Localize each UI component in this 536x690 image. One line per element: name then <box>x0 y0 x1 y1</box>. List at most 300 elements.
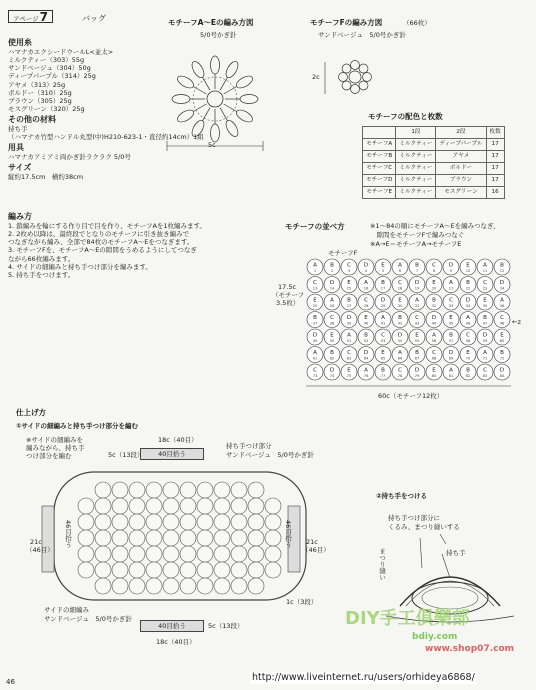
svg-text:A: A <box>449 367 453 374</box>
motif-cell <box>443 277 459 293</box>
motif-cell <box>324 277 340 293</box>
handle-label: 持ち手 <box>446 549 466 557</box>
bag-motif <box>95 530 111 546</box>
svg-text:B: B <box>466 367 470 374</box>
bottom-pick-box: 40目拾う <box>140 620 204 632</box>
finish-sub1: ①サイドの細編みと持ち手つけ部分を編む <box>16 422 139 430</box>
motif-cell <box>443 347 459 363</box>
svg-text:E: E <box>466 350 470 356</box>
svg-text:E: E <box>347 280 351 286</box>
tools-text: ハマナカアミアミ両かぎ針ラクラク 5/0号 <box>8 153 131 162</box>
svg-text:D: D <box>329 367 335 374</box>
svg-text:A: A <box>466 315 470 321</box>
yarn-item: サンドベージュ（304）50g <box>8 64 91 73</box>
motif-cell <box>341 277 357 293</box>
svg-text:28: 28 <box>363 304 369 308</box>
finish-note: ※サイドの細編みを <box>26 436 83 444</box>
right-height: 21c <box>306 538 318 546</box>
motif-cell <box>477 329 493 345</box>
bag-motif <box>163 482 179 498</box>
svg-text:10: 10 <box>465 269 471 273</box>
svg-text:B: B <box>449 332 453 339</box>
motif-cell <box>341 259 357 275</box>
bag-motif <box>214 546 230 562</box>
bag-motif <box>197 514 213 530</box>
source-url: http://www.liveinternet.ru/users/orhideya6868/ <box>252 672 475 683</box>
bottom-side-label: サンドベージュ 5/0号かぎ針 <box>44 615 132 623</box>
table-row <box>363 139 505 151</box>
svg-text:70: 70 <box>465 356 471 361</box>
page-number: 7 <box>39 10 48 24</box>
table-cell: ミルクティー <box>396 151 436 163</box>
svg-text:B: B <box>466 280 470 286</box>
svg-text:C: C <box>466 332 470 339</box>
yarn-item: アヤメ（313）25g <box>8 80 66 89</box>
yarn-item: ブラウン（305）25g <box>8 96 72 105</box>
color-table <box>362 126 505 199</box>
svg-text:E: E <box>364 315 368 321</box>
table-cell: 17 <box>486 175 504 187</box>
bag-motif <box>163 562 179 578</box>
motif-ae-hook: 5/0号かぎ針 <box>200 31 237 39</box>
motif-cell <box>426 347 442 363</box>
motif-cell <box>358 277 374 293</box>
svg-text:E: E <box>466 262 470 269</box>
svg-text:E: E <box>347 367 351 374</box>
f-petal-mark <box>339 73 348 82</box>
motif-f-label: モチーフF <box>328 249 358 257</box>
watermark-site: www.shop07.com <box>425 644 515 654</box>
bag-motif <box>231 514 247 530</box>
other-heading: その他の材料 <box>8 115 56 124</box>
svg-text:18: 18 <box>397 286 403 291</box>
svg-text:12: 12 <box>499 269 505 273</box>
table-cell: アヤメ <box>436 151 486 163</box>
table-cell: 17 <box>486 163 504 175</box>
bag-motif <box>180 498 196 514</box>
svg-text:A: A <box>313 262 317 269</box>
svg-text:B: B <box>483 315 487 321</box>
bag-motif <box>95 562 111 578</box>
motif-cell <box>392 277 408 293</box>
svg-text:D: D <box>312 332 318 339</box>
motif-cell <box>341 312 357 328</box>
bag-motif <box>112 530 128 546</box>
svg-text:13: 13 <box>312 286 318 291</box>
watermark-site: bdiy.com <box>412 632 458 642</box>
svg-text:D: D <box>499 367 505 374</box>
bag-motif <box>248 498 264 514</box>
svg-text:B: B <box>330 262 334 269</box>
motif-cell <box>324 347 340 363</box>
motif-cell <box>494 277 510 293</box>
table-header-cell: 1段 <box>396 127 436 139</box>
motif-cell <box>443 364 459 380</box>
svg-text:B: B <box>381 280 385 286</box>
motif-cell <box>409 329 425 345</box>
svg-text:49: 49 <box>312 339 318 343</box>
table-cell: 17 <box>486 139 504 151</box>
svg-text:C: C <box>449 297 453 304</box>
table-cell: 16 <box>486 187 504 199</box>
svg-text:31: 31 <box>414 304 420 308</box>
bag-motif <box>78 530 94 546</box>
table-cell: ミルクティー <box>396 163 436 175</box>
method-step: つなぎながら編み、全部で84枚のモチーフA〜Eをつなぎます。 <box>8 238 194 247</box>
other-item: （ハマナカ竹型ハンドル丸型(中)H210-623-1・直径約14cm）1組 <box>8 133 204 142</box>
left-height: （46目） <box>26 546 54 554</box>
svg-text:D: D <box>414 280 420 286</box>
petal-mark <box>234 108 254 125</box>
svg-text:14: 14 <box>329 286 335 291</box>
svg-text:C: C <box>347 262 351 269</box>
other-item: 持ち手 <box>8 125 28 133</box>
motif-cell <box>307 364 323 380</box>
size-heading: サイズ <box>8 163 32 173</box>
svg-text:46: 46 <box>465 321 471 326</box>
svg-text:60: 60 <box>499 339 505 343</box>
table-cell: ディープパープル <box>436 139 486 151</box>
bag-motif <box>129 562 145 578</box>
svg-text:71: 71 <box>482 356 488 361</box>
petal-mark <box>240 95 258 104</box>
svg-text:C: C <box>364 297 368 304</box>
motif-cell <box>494 259 510 275</box>
motif-cell <box>358 259 374 275</box>
svg-text:74: 74 <box>329 374 335 378</box>
svg-text:B: B <box>415 350 419 356</box>
motif-cell <box>443 329 459 345</box>
svg-text:D: D <box>346 315 352 321</box>
svg-text:E: E <box>381 262 385 269</box>
svg-text:64: 64 <box>363 356 369 361</box>
yarn-item: ボルドー（310）25g <box>8 88 72 97</box>
svg-text:E: E <box>313 297 317 304</box>
svg-text:B: B <box>398 315 402 321</box>
bag-motif <box>112 482 128 498</box>
motif-cell <box>477 347 493 363</box>
layout-height-sub: （モチーフ <box>272 291 305 299</box>
bag-motif <box>146 530 162 546</box>
motif-cell <box>409 277 425 293</box>
bag-motif <box>112 498 128 514</box>
svg-text:29: 29 <box>380 304 386 308</box>
svg-text:A: A <box>483 262 487 269</box>
svg-text:62: 62 <box>329 356 335 361</box>
bag-motif <box>129 530 145 546</box>
bag-motif <box>248 578 264 594</box>
motif-cell <box>375 294 391 310</box>
bag-motif <box>180 562 196 578</box>
motif-cell <box>426 277 442 293</box>
motif-cell <box>443 294 459 310</box>
motif-cell <box>494 347 510 363</box>
motif-cell <box>358 329 374 345</box>
motif-f-chart <box>330 55 380 100</box>
svg-text:11: 11 <box>482 269 488 273</box>
table-row <box>363 187 505 199</box>
f-petal-mark <box>359 81 368 90</box>
bag-motif <box>78 546 94 562</box>
right-pick: 46目拾う <box>284 520 293 548</box>
svg-text:21: 21 <box>448 286 454 291</box>
handle-note: くるみ、まつり縫いする <box>388 523 460 531</box>
bag-motif <box>180 482 196 498</box>
motif-cell <box>392 329 408 345</box>
svg-text:E: E <box>500 332 504 339</box>
layout-height-sub: 3.5枚） <box>276 299 300 307</box>
yarn-item: モスグリーン（320）25g <box>8 104 85 113</box>
svg-text:A: A <box>483 350 487 356</box>
motif-cell <box>324 364 340 380</box>
layout-title: モチーフの並べ方 <box>285 222 345 231</box>
bag-motif <box>231 546 247 562</box>
svg-text:15: 15 <box>346 286 352 291</box>
motif-cell <box>375 312 391 328</box>
svg-text:41: 41 <box>380 321 386 326</box>
top-pick-box: 40目拾う <box>140 448 204 460</box>
svg-text:A: A <box>500 297 504 304</box>
method-section <box>8 212 268 279</box>
method-heading: 編み方 <box>8 212 32 221</box>
motif-cell <box>375 347 391 363</box>
layout-note: 隙間をモチーフFで編みつなぐ <box>370 231 465 239</box>
svg-text:17: 17 <box>380 286 386 291</box>
svg-text:16: 16 <box>363 286 369 291</box>
motif-cell <box>494 329 510 345</box>
svg-text:27: 27 <box>346 304 352 308</box>
svg-text:C: C <box>432 262 436 269</box>
motif-cell <box>460 294 476 310</box>
side-mark: ←z <box>512 318 521 326</box>
motif-cell <box>358 312 374 328</box>
bag-motif <box>112 578 128 594</box>
svg-text:79: 79 <box>414 374 420 378</box>
svg-text:72: 72 <box>499 356 505 361</box>
svg-text:D: D <box>499 280 505 286</box>
motif-cell <box>341 294 357 310</box>
svg-text:77: 77 <box>380 374 386 378</box>
svg-text:A: A <box>364 367 368 374</box>
bag-motif <box>129 482 145 498</box>
motif-cell <box>409 294 425 310</box>
motif-cell <box>392 364 408 380</box>
svg-text:84: 84 <box>499 374 505 378</box>
bag-motif <box>95 546 111 562</box>
svg-text:D: D <box>329 280 335 286</box>
svg-text:A: A <box>449 280 453 286</box>
svg-text:19: 19 <box>414 286 420 291</box>
motif-cell <box>494 312 510 328</box>
bag-motif <box>112 546 128 562</box>
motif-cell <box>307 259 323 275</box>
svg-text:D: D <box>431 315 437 321</box>
motif-cell <box>324 259 340 275</box>
bag-motif <box>214 562 230 578</box>
finish-title: 仕上げ方 <box>16 408 46 417</box>
petal-mark <box>234 74 254 91</box>
motif-ae-title: モチーフA〜Eの編み方図 <box>168 18 254 27</box>
bag-motif <box>78 562 94 578</box>
table-header-cell: 枚数 <box>486 127 504 139</box>
table-row <box>363 163 505 175</box>
page-number-box <box>8 10 53 23</box>
svg-text:80: 80 <box>431 374 437 378</box>
motif-cell <box>460 329 476 345</box>
bag-motif <box>197 530 213 546</box>
svg-text:C: C <box>330 315 334 321</box>
svg-text:E: E <box>432 280 436 286</box>
bag-motif <box>214 498 230 514</box>
motif-cell <box>392 312 408 328</box>
motif-cell <box>460 312 476 328</box>
table-cell: ミルクティー <box>396 139 436 151</box>
f-petal-mark <box>342 81 351 90</box>
bag-motif <box>112 514 128 530</box>
bag-motif <box>248 482 264 498</box>
motif-cell <box>443 312 459 328</box>
bag-motif <box>163 530 179 546</box>
table-cell: ミルクティー <box>396 175 436 187</box>
svg-text:42: 42 <box>397 321 403 326</box>
motif-cell <box>409 364 425 380</box>
bag-motif <box>129 514 145 530</box>
motif-cell <box>341 347 357 363</box>
svg-text:A: A <box>398 350 402 356</box>
bag-motif <box>129 578 145 594</box>
bag-motif <box>180 546 196 562</box>
petal-mark <box>190 60 207 80</box>
svg-text:35: 35 <box>482 304 488 308</box>
table-cell: ボルドー <box>436 163 486 175</box>
yarn-heading: 使用糸 <box>8 38 32 47</box>
bag-motif <box>248 562 264 578</box>
table-cell: モチーフB <box>363 151 396 163</box>
motif-cell <box>460 259 476 275</box>
bag-motif <box>180 514 196 530</box>
svg-text:22: 22 <box>465 286 471 291</box>
motif-cell <box>392 259 408 275</box>
bag-motif <box>163 514 179 530</box>
yarn-name: ハマナカエクシードウールL<並太> <box>8 48 114 56</box>
table-row <box>363 151 505 163</box>
svg-text:82: 82 <box>465 374 471 378</box>
svg-text:B: B <box>432 297 436 304</box>
f-petal-mark <box>342 64 351 73</box>
bag-motif <box>197 578 213 594</box>
motif-cell <box>375 364 391 380</box>
motif-layout-grid <box>306 258 516 390</box>
bag-motif <box>197 498 213 514</box>
bag-motif <box>265 546 281 562</box>
bottom-side: 5c（13段） <box>208 622 244 630</box>
left-pick: 46目拾う <box>64 520 73 548</box>
svg-text:9: 9 <box>449 269 453 273</box>
bag-motif <box>95 482 111 498</box>
svg-text:75: 75 <box>346 374 352 378</box>
svg-text:D: D <box>465 297 471 304</box>
method-step: 4. サイドの細編みと持ち手つけ部分を編みます。 <box>8 262 152 271</box>
bag-motif <box>112 562 128 578</box>
yarn-item: ミルクティー（303）55g <box>8 56 85 65</box>
motif-cell <box>460 364 476 380</box>
svg-text:58: 58 <box>465 339 471 343</box>
bag-motif <box>197 562 213 578</box>
finish-note: つけ部分を編む <box>26 452 72 460</box>
petal-mark <box>176 74 196 91</box>
svg-text:55: 55 <box>414 339 420 343</box>
table-cell: モスグリーン <box>436 187 486 199</box>
svg-text:59: 59 <box>482 339 488 343</box>
petal-mark <box>190 118 207 138</box>
motif-cell <box>426 312 442 328</box>
motif-cell <box>324 312 340 328</box>
top-width: 18c（40目） <box>158 436 198 444</box>
svg-text:61: 61 <box>312 356 318 361</box>
svg-text:3: 3 <box>347 269 351 273</box>
svg-text:C: C <box>483 367 487 374</box>
watermark-logo: DIY手工俱樂部 <box>345 608 470 629</box>
svg-text:47: 47 <box>482 321 488 326</box>
svg-text:C: C <box>500 315 504 321</box>
motif-cell <box>358 294 374 310</box>
motif-cell <box>426 364 442 380</box>
bag-motif <box>231 498 247 514</box>
table-header-cell <box>363 127 396 139</box>
f-petal-mark <box>363 73 372 82</box>
svg-text:50: 50 <box>329 339 335 343</box>
motif-cell <box>426 259 442 275</box>
svg-text:B: B <box>347 297 351 304</box>
table-cell: モチーフA <box>363 139 396 151</box>
petal-mark <box>211 56 220 74</box>
motif-cell <box>341 364 357 380</box>
svg-text:53: 53 <box>380 339 386 343</box>
motif-cell <box>307 329 323 345</box>
bag-motif <box>214 530 230 546</box>
bag-motif <box>146 546 162 562</box>
motif-cell <box>477 364 493 380</box>
motif-cell <box>307 312 323 328</box>
svg-text:56: 56 <box>431 339 437 343</box>
size-text: 縦約17.5cm 横約38cm <box>8 173 84 182</box>
method-step: 1. 鎖編みを輪にする作り目で目を作り、モチーフAを1枚編みます。 <box>8 222 207 230</box>
motif-cell <box>477 277 493 293</box>
bag-motif <box>214 514 230 530</box>
svg-text:E: E <box>449 315 453 321</box>
layout-height: 17.5c <box>278 283 297 291</box>
svg-text:C: C <box>381 332 385 339</box>
svg-text:1: 1 <box>313 269 317 273</box>
svg-text:B: B <box>364 332 368 339</box>
svg-text:40: 40 <box>363 321 369 326</box>
svg-text:2: 2 <box>330 269 334 273</box>
motif-cell <box>375 259 391 275</box>
bag-motif <box>163 578 179 594</box>
bag-motif <box>248 546 264 562</box>
motif-f-size-line <box>322 62 328 94</box>
svg-text:25: 25 <box>312 304 318 308</box>
svg-text:34: 34 <box>465 304 471 308</box>
table-cell: ミルクティー <box>396 187 436 199</box>
petal-mark <box>224 60 241 80</box>
svg-text:E: E <box>381 350 385 356</box>
svg-text:83: 83 <box>482 374 488 378</box>
bag-motif <box>129 546 145 562</box>
svg-text:51: 51 <box>346 339 352 343</box>
svg-text:E: E <box>415 332 419 339</box>
sew-label: まつり縫い <box>378 548 387 581</box>
